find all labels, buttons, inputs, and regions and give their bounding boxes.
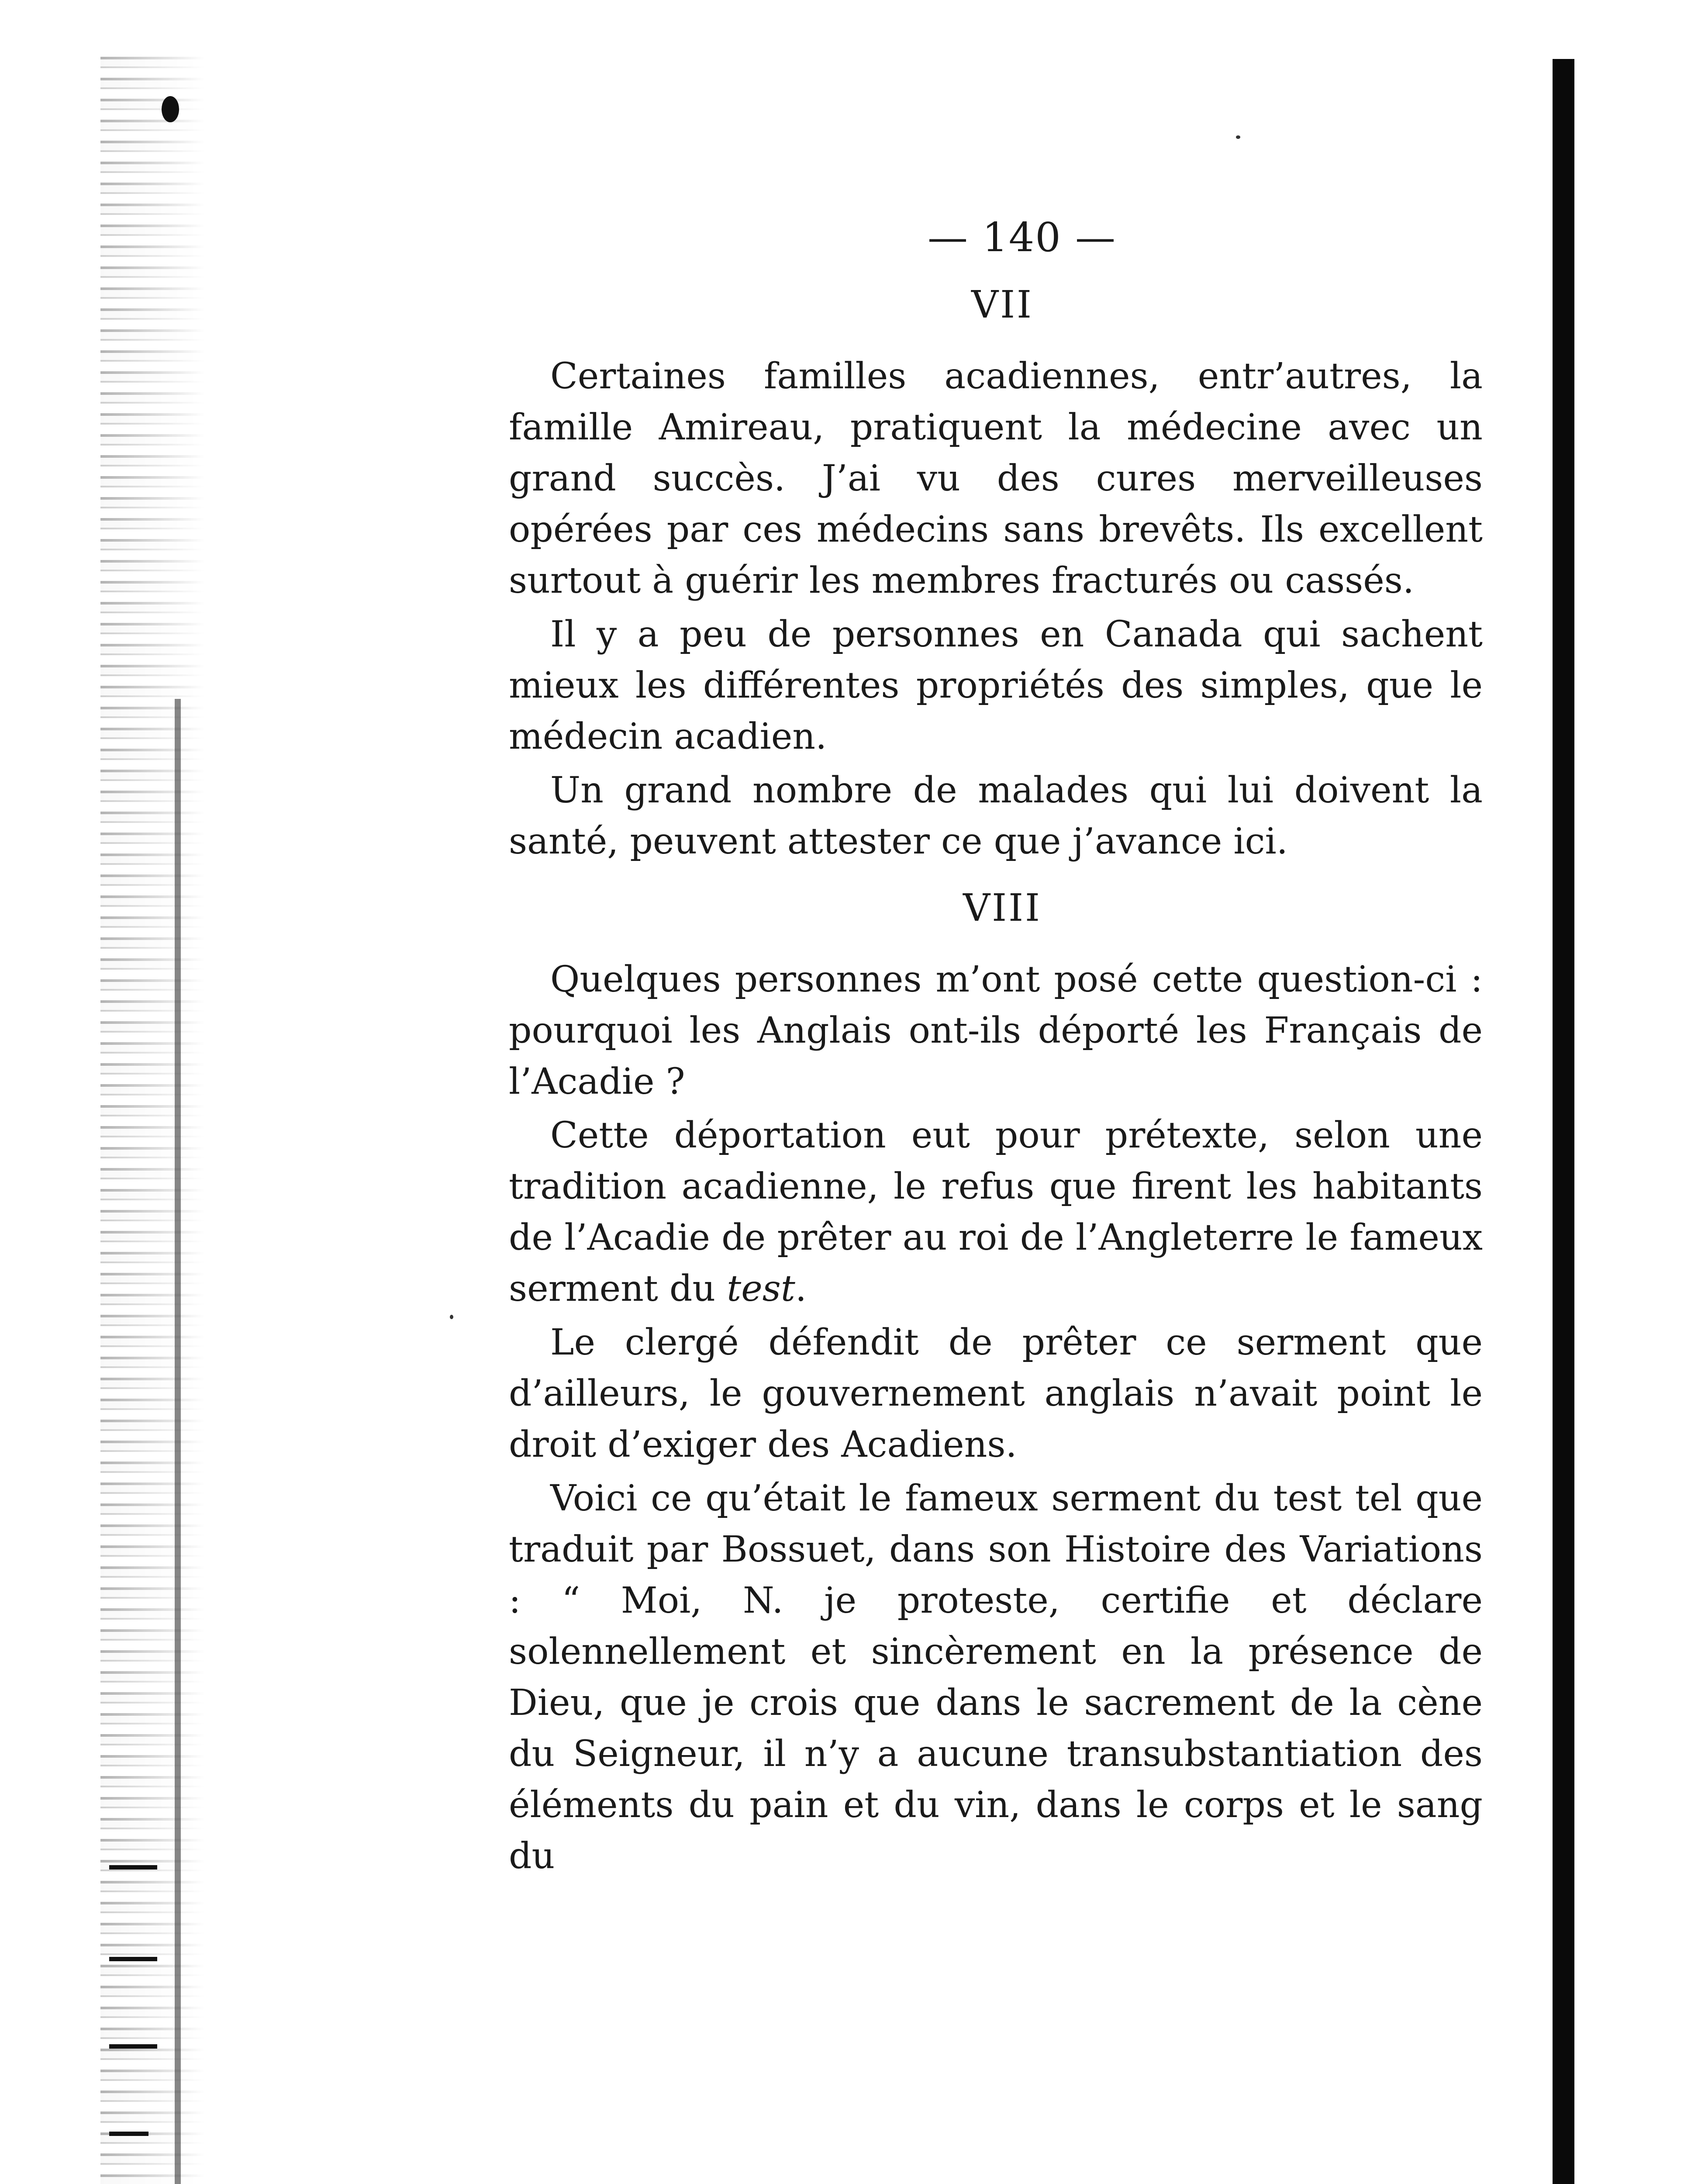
scan-edge-tick — [109, 1865, 157, 1870]
scan-edge-tick — [109, 1957, 157, 1961]
paragraph: Certaines familles acadiennes, entr’autres, la famille Amireau, pratiquent la médecine avec un grand succès. J’ai vu des cures merveilleuses opérées par ces médecins sans brevêts. Ils excellent surtout à guérir les membres fracturés ou cassés. — [509, 356, 1483, 601]
paragraph-test — [509, 1110, 1483, 1314]
section-heading-vii: VII — [971, 283, 1034, 327]
paragraph: Le clergé défendit de prêter ce serment que d’ailleurs, le gouvernement anglais n’avait point le droit d’exiger des Acadiens. — [509, 1322, 1483, 1465]
scan-speck — [1236, 135, 1240, 139]
paragraph: Il y a peu de personnes en Canada qui sachent mieux les différentes propriétés des simples, que le médecin acadien. — [509, 614, 1483, 757]
paragraph-text: Cette déportation eut pour prétexte, selon une tradition acadienne, le refus que firent les habitants de l’Acadie de prêter au roi de l’Angleterre le fameux serment du — [509, 1115, 1483, 1310]
scan-edge-tick — [109, 2132, 148, 2136]
paragraph: Un grand nombre de malades qui lui doivent la santé, peuvent attester ce que j’avance ici. — [509, 770, 1483, 862]
paragraph: Quelques personnes m’ont posé cette question-ci : pourquoi les Anglais ont-ils déporté les Français de l’Acadie ? — [509, 959, 1483, 1102]
paragraph: Voici ce qu’était le fameux serment du test tel que traduit par Bossuet, dans son Histoire des Variations : “ Moi, N. je proteste, certifie et déclare solennellement et sincèrement en la présence de Dieu, que je crois que dans le sacrement de la cène du Seigneur, il n’y a aucune transubstantiation des éléments du pain et du vin, dans le corps et le sang du — [509, 1478, 1483, 1877]
page-number: — 140 — — [927, 214, 1117, 261]
section-heading-viii: VIII — [963, 886, 1042, 930]
scan-binding-line — [175, 699, 181, 2184]
scan-right-border — [1553, 59, 1574, 2184]
italic-term: test — [727, 1268, 795, 1310]
scan-edge-tick — [109, 2044, 157, 2049]
scan-speck — [450, 1315, 453, 1319]
paragraph-text: . — [795, 1268, 807, 1310]
scan-binding-dot — [162, 96, 179, 122]
page-text — [509, 280, 1483, 1884]
